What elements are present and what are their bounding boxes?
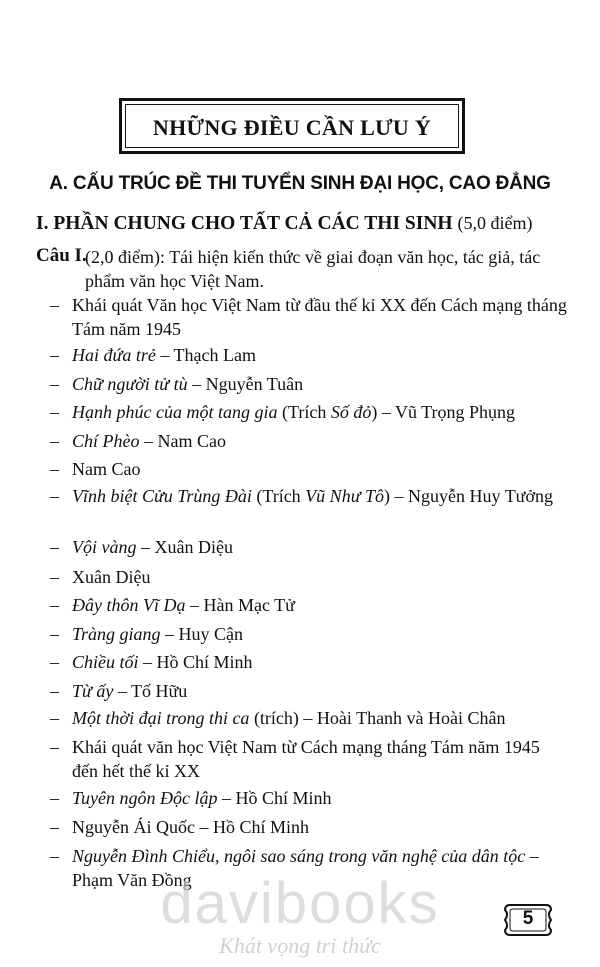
list-item-text (72, 735, 570, 783)
author: – Nam Cao (139, 431, 226, 451)
list-item-text (72, 343, 570, 367)
list-item-text (72, 429, 570, 453)
excerpt-note: (Trích (277, 402, 331, 422)
item-text: Nam Cao (72, 459, 141, 479)
work-title: Đây thôn Vĩ Dạ (72, 595, 186, 615)
dash-bullet: – (50, 537, 59, 557)
work-title: Từ ấy (72, 681, 114, 701)
page-number: 5 (522, 908, 534, 929)
dash-bullet: – (50, 681, 59, 701)
dash-bullet: – (50, 737, 59, 757)
work-title: Vĩnh biệt Cửu Trùng Đài (72, 486, 252, 506)
work-title: Tràng giang (72, 624, 161, 644)
author: – Nguyễn Tuân (187, 374, 304, 394)
list-item-text (72, 457, 570, 481)
source-title: Vũ Như Tô (305, 486, 385, 506)
list-item-text (72, 293, 570, 341)
list-item-text (72, 400, 570, 424)
dash-bullet: – (50, 431, 59, 451)
author: – Hồ Chí Minh (217, 788, 332, 808)
list-item-text (72, 484, 570, 508)
work-title: Tuyên ngôn Độc lập (72, 788, 218, 808)
part-1-title: I. PHẦN CHUNG CHO TẤT CẢ CÁC THI SINH (36, 213, 453, 234)
author: ) – Vũ Trọng Phụng (371, 402, 516, 422)
author: – Xuân Diệu (136, 537, 233, 557)
list-item-text (72, 372, 570, 396)
excerpt-note: (Trích (251, 486, 306, 506)
dash-bullet: – (50, 624, 59, 644)
question-1-label: Câu I. (36, 245, 87, 266)
list-item-text (72, 679, 570, 703)
dash-bullet: – (50, 374, 59, 394)
list-item-text (72, 593, 570, 617)
list-item-text (72, 650, 570, 674)
author: – Hàn Mạc Tử (185, 595, 295, 615)
list-item-text (72, 786, 570, 810)
page-number-badge (502, 902, 554, 938)
author: – Phạm Văn Đồng (72, 846, 539, 890)
dash-bullet: – (50, 345, 59, 365)
work-title: Nguyễn Đình Chiểu, ngôi sao sáng trong văn nghệ của dân tộc (72, 846, 526, 866)
dash-bullet: – (50, 295, 59, 315)
dash-bullet: – (50, 708, 59, 728)
list-item-text (72, 622, 570, 646)
author: (trích) – Hoài Thanh và Hoài Chân (249, 708, 506, 728)
dash-bullet: – (50, 846, 59, 866)
author: ) – Nguyễn Huy Tưởng (384, 486, 553, 506)
work-title: Chiều tối (72, 652, 139, 672)
item-text: Nguyễn Ái Quốc – Hồ Chí Minh (72, 817, 309, 837)
dash-bullet: – (50, 817, 59, 837)
work-title: Một thời đại trong thi ca (72, 708, 250, 728)
section-a-heading: A. CẤU TRÚC ĐỀ THI TUYỂN SINH ĐẠI HỌC, CAO ĐẲNG (49, 173, 551, 194)
question-1-description: (2,0 điểm): Tái hiện kiến thức về giai đoạn văn học, tác giả, tác phẩm văn học Việt Nam. (85, 247, 541, 291)
dash-bullet: – (50, 595, 59, 615)
dash-bullet: – (50, 567, 59, 587)
dash-bullet: – (50, 788, 59, 808)
work-title: Hạnh phúc của một tang gia (72, 402, 278, 422)
work-title: Vội vàng (72, 537, 137, 557)
work-title: Hai đứa trẻ (72, 345, 156, 365)
author: – Tố Hữu (113, 681, 188, 701)
author: – Huy Cận (160, 624, 244, 644)
list-item-text (72, 565, 570, 589)
dash-bullet: – (50, 486, 59, 506)
item-text: Khái quát văn học Việt Nam từ Cách mạng tháng Tám năm 1945 đến hết thế kỉ XX (72, 737, 540, 781)
source-title: Số đỏ (330, 402, 372, 422)
dash-bullet: – (50, 652, 59, 672)
list-item-text (72, 535, 570, 559)
list-item-text (72, 706, 570, 730)
watermark: davibooks (160, 871, 440, 936)
list-item-text (72, 815, 570, 839)
author: – Thạch Lam (155, 345, 256, 365)
dash-bullet: – (50, 402, 59, 422)
page-title: NHỮNG ĐIỀU CẦN LƯU Ý (152, 115, 432, 140)
work-title: Chí Phèo (72, 431, 140, 451)
item-text: Xuân Diệu (72, 567, 151, 587)
watermark-tagline: Khát vọng tri thức (219, 933, 381, 958)
part-1-heading (36, 213, 532, 235)
item-text: Khái quát Văn học Việt Nam từ đầu thế kỉ XX đến Cách mạng tháng Tám năm 1945 (72, 295, 567, 339)
dash-bullet: – (50, 459, 59, 479)
author: – Hồ Chí Minh (138, 652, 253, 672)
title-box (119, 98, 465, 154)
part-1-points: (5,0 điểm) (457, 213, 533, 233)
work-title: Chữ người tử tù (72, 374, 188, 394)
